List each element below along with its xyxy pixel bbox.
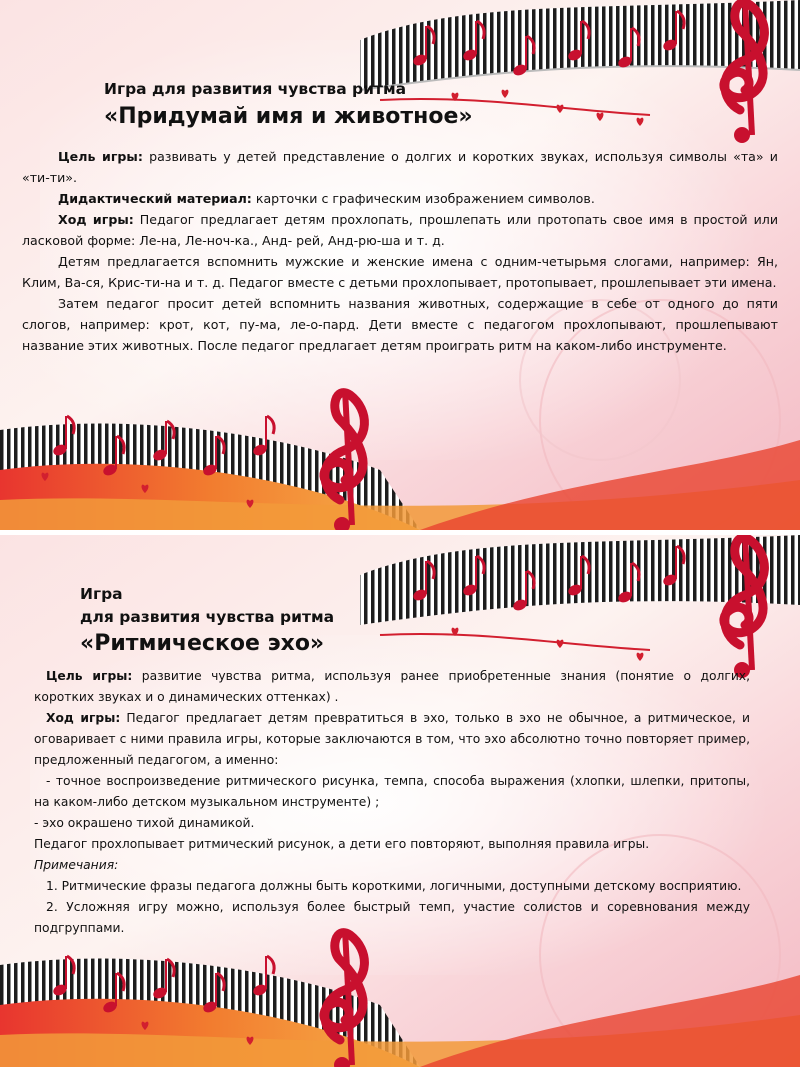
process-paragraph <box>22 209 778 251</box>
process-text: Педагог предлагает детям превратиться в эхо, только в эхо не обычное, а ритмическое, и оговаривает с ними правила игры, которые заключаются в том, что эхо абсолютно точно повторяет пример, предложенный педагогом, а именно: <box>34 711 750 767</box>
game-subtitle-line1: Игра <box>80 585 123 603</box>
clap-paragraph: Педагог прохлопывает ритмический рисунок, а дети его повторяют, выполняя правила игры. <box>34 837 650 851</box>
process-text: Педагог предлагает детям прохлопать, прошлепать или протопать свое имя в простой или ласковой форме: Ле-на, Ле-ноч-ка., Анд- рей, Анд-рю-ша и т. д. <box>22 212 778 248</box>
notes-label: Примечания: <box>34 858 119 872</box>
goal-text: развивать у детей представление о долгих и коротких звуках, используя символы «та» и «ти-ти». <box>22 149 778 185</box>
goal-label: Цель игры: <box>46 669 133 683</box>
rule-2: - эхо окрашено тихой динамикой. <box>34 816 255 830</box>
material-text: карточки с графическим изображением символов. <box>251 191 595 206</box>
goal-label: Цель игры: <box>58 149 143 164</box>
goal-text: развитие чувства ритма, используя ранее приобретенные знания (понятие о долгих, коротких звуках и о динамических оттенках) . <box>34 669 750 704</box>
note-2: 2. Усложняя игру можно, используя более быстрый темп, участие солистов и соревнования между подгруппами. <box>34 900 750 935</box>
material-paragraph <box>22 188 778 209</box>
game-subtitle: Игра для развития чувства ритма <box>104 80 407 98</box>
game-title: «Придумай имя и животное» <box>104 104 473 129</box>
note-1: 1. Ритмические фразы педагога должны быть короткими, логичными, доступными детскому восприятию. <box>46 879 742 893</box>
game-description <box>22 146 778 356</box>
game-title: «Ритмическое эхо» <box>80 631 325 656</box>
goal-paragraph <box>22 146 778 188</box>
process-label: Ход игры: <box>46 711 121 725</box>
material-label: Дидактический материал: <box>58 191 252 206</box>
goal-paragraph <box>34 666 750 708</box>
names-paragraph: Детям предлагается вспомнить мужские и женские имена с одним-четырьмя слогами, например: Ян, Клим, Ва-ся, Крис-ти-на и т. д. Педагог вместе с детьми прохлопывает, протопывает, прошлепывает эти имена. <box>22 254 778 290</box>
game-subtitle-line2: для развития чувства ритма <box>80 608 335 626</box>
game-card-2 <box>0 535 800 1067</box>
rule-1: - точное воспроизведение ритмического рисунка, темпа, способа выражения (хлопки, шлепки, притопы, на каком-либо детском музыкальном инструменте) ; <box>34 774 750 809</box>
process-label: Ход игры: <box>58 212 134 227</box>
animals-paragraph: Затем педагог просит детей вспомнить названия животных, содержащие в себе от одного до пяти слогов, например: крот, кот, пу-ма, ле-о-пард. Дети вместе с педагогом прохлопывают, прошлепывают название этих животных. После педагог предлагает детям проиграть ритм на каком-либо инструменте. <box>22 296 778 353</box>
game-description <box>34 666 750 939</box>
game-card-1 <box>0 0 800 530</box>
process-paragraph <box>34 708 750 771</box>
